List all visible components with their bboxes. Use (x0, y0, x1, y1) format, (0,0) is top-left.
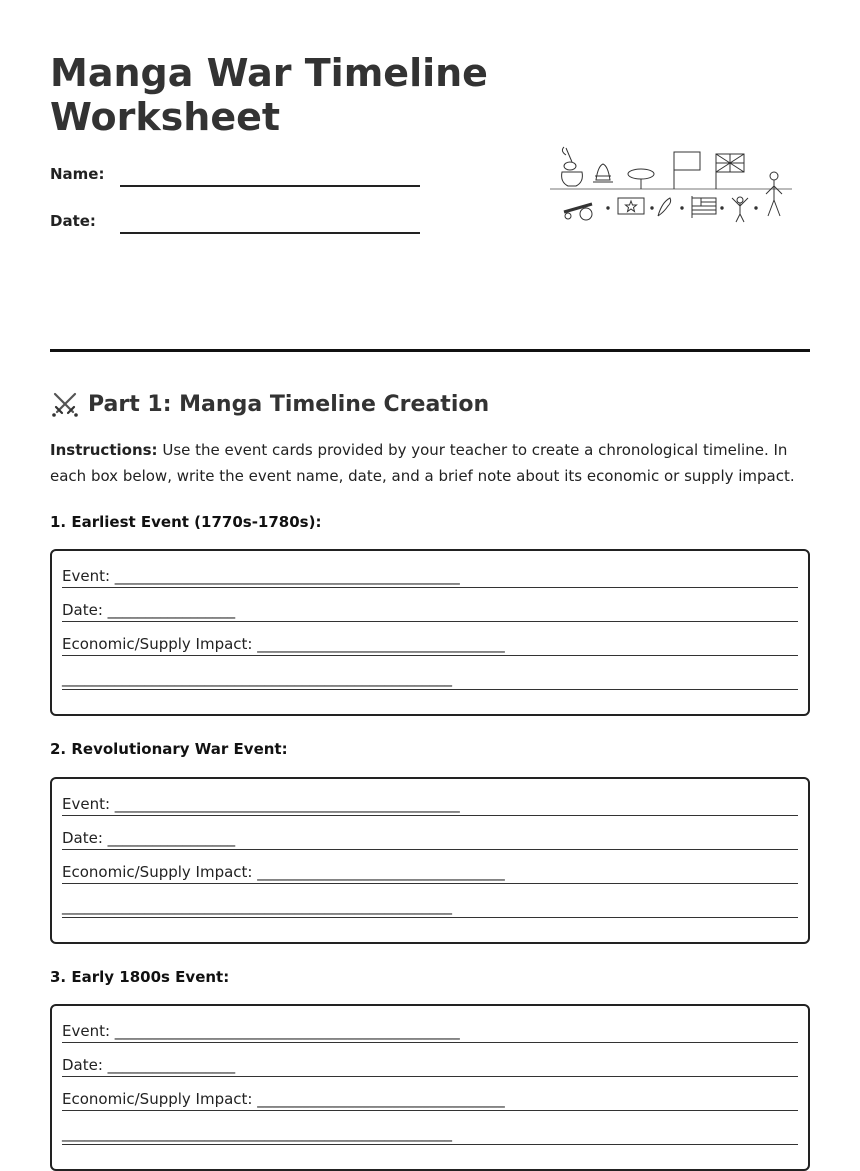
event-impact-line[interactable]: Economic/Supply Impact: _________________________________ (62, 849, 798, 884)
name-field (50, 165, 420, 195)
event-heading-2: 2. Revolutionary War Event: (50, 740, 288, 758)
event-heading-1: 1. Earliest Event (1770s-1780s): (50, 513, 322, 531)
event-box-2 (50, 777, 810, 944)
event-notes-line[interactable]: ____________________________________________________ (62, 1110, 798, 1145)
figure-icon (732, 197, 748, 222)
event-date-line[interactable]: Date: _________________ (62, 1042, 798, 1077)
section-title: Part 1: Manga Timeline Creation (88, 391, 490, 417)
event-name-line[interactable]: Event: ______________________________________________ (62, 553, 798, 588)
event-impact-line[interactable]: Economic/Supply Impact: _________________________________ (62, 621, 798, 656)
name-blank-line[interactable] (120, 185, 420, 187)
instructions-lead: Instructions: (50, 441, 158, 459)
soldier-icon (766, 172, 782, 216)
event-notes-line[interactable]: ____________________________________________________ (62, 655, 798, 690)
bell-icon (593, 164, 613, 182)
instructions-text: Use the event cards provided by your teacher to create a chronological timeline. In each box below, write the event name, date, and a brief note about its economic or supply impact. (50, 441, 795, 485)
us-flag-icon (692, 196, 716, 218)
powder-horn-icon (658, 198, 671, 216)
event-notes-line[interactable]: ____________________________________________________ (62, 883, 798, 918)
event-box-1 (50, 549, 810, 716)
date-field (50, 212, 420, 242)
event-heading-3: 3. Early 1800s Event: (50, 968, 230, 986)
event-box-3 (50, 1004, 810, 1171)
event-impact-line[interactable]: Economic/Supply Impact: _________________________________ (62, 1076, 798, 1111)
instructions-paragraph (50, 437, 810, 489)
union-flag-icon (716, 154, 744, 189)
section-header (50, 387, 489, 421)
event-name-line[interactable]: Event: ______________________________________________ (62, 781, 798, 816)
date-label: Date: (50, 212, 96, 230)
flag-icon (674, 152, 700, 189)
header-divider (50, 349, 810, 352)
coin-icon (628, 169, 654, 189)
crossed-swords-icon (50, 389, 80, 419)
date-blank-line[interactable] (120, 232, 420, 234)
inkwell-icon (562, 147, 583, 186)
event-date-line[interactable]: Date: _________________ (62, 587, 798, 622)
event-name-line[interactable]: Event: ______________________________________________ (62, 1008, 798, 1043)
name-label: Name: (50, 165, 105, 183)
timeline-illustration (546, 142, 796, 232)
cannon-icon (564, 204, 592, 220)
star-flag-icon (618, 198, 644, 214)
page-title: Manga War Timeline Worksheet (50, 51, 488, 139)
event-date-line[interactable]: Date: _________________ (62, 815, 798, 850)
